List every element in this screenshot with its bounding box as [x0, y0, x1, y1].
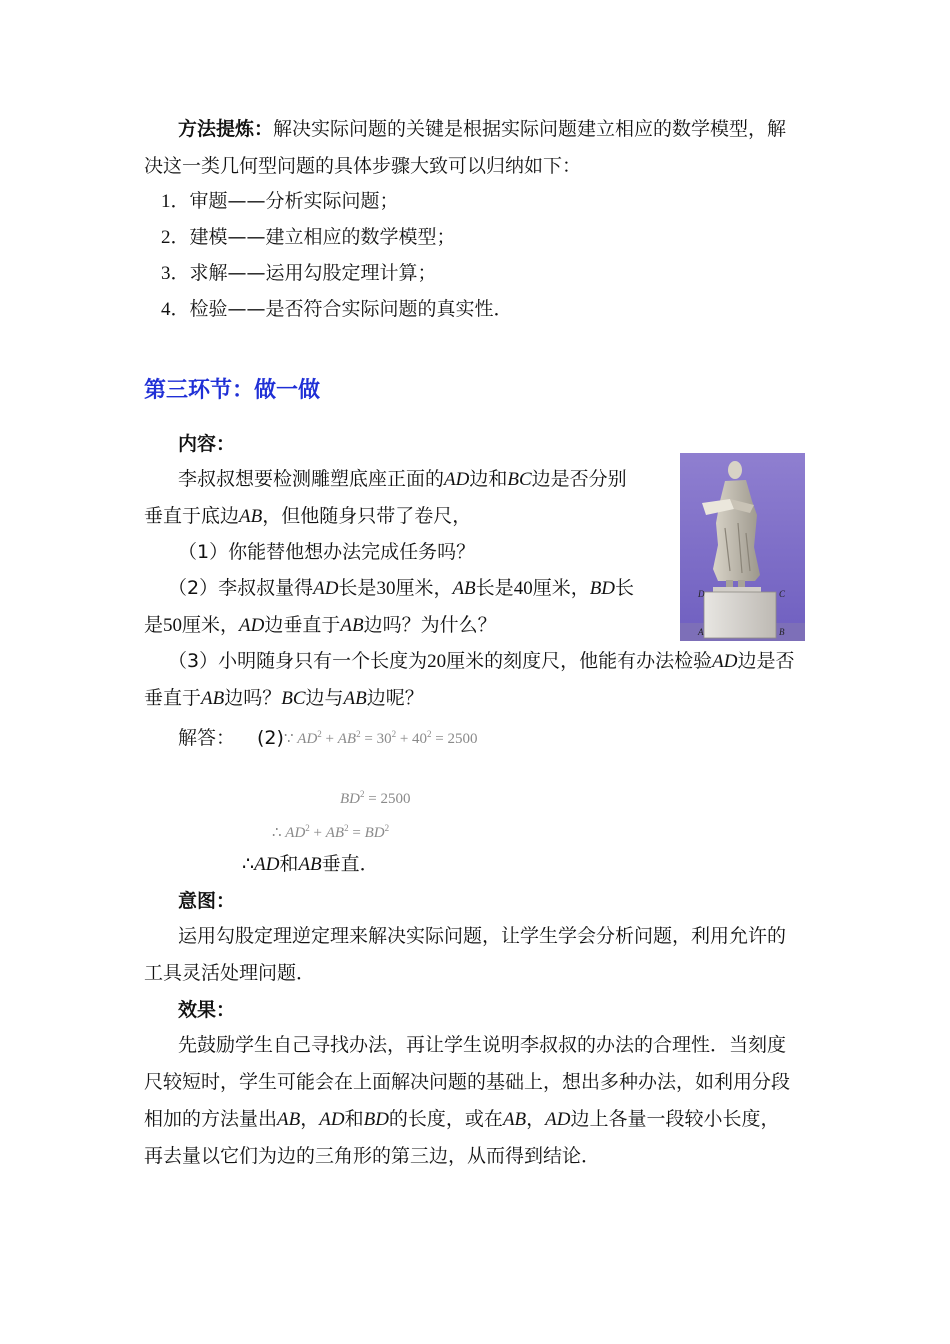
step-item: 1．审题——分析实际问题； [161, 190, 399, 212]
question-1: （1）你能替他想办法完成任务吗？ [178, 541, 476, 563]
answer-label: 解答： (2) [178, 727, 284, 749]
method-paragraph [178, 116, 786, 142]
question-3-line-1: （3）小明随身只有一个长度为20厘米的刻度尺，他能有办法检验AD边是否 [168, 650, 795, 672]
sculpture-photo [680, 453, 805, 641]
effect-line-2: 尺较短时，学生可能会在上面解决问题的基础上，想出多种办法，如利用分段 [144, 1071, 791, 1093]
step-item: 3．求解——运用勾股定理计算； [161, 262, 437, 284]
vertex-label-a: A [698, 627, 704, 637]
vertex-label-b: B [779, 627, 785, 637]
step-item: 2．建模——建立相应的数学模型； [161, 226, 456, 248]
equation-2: $BD^2 = 2500$ [340, 789, 411, 807]
effect-line-1: 先鼓励学生自己寻找办法，再让学生说明李叔叔的办法的合理性．当刻度 [178, 1034, 787, 1056]
effect-label: 效果： [178, 999, 236, 1021]
method-intro-2: 决这一类几何型问题的具体步骤大致可以归纳如下： [144, 155, 582, 177]
section-title: 第三环节：做一做 [144, 378, 321, 403]
intent-line-1: 运用勾股定理逆定理来解决实际问题，让学生学会分析问题，利用允许的 [178, 925, 787, 947]
question-2-line-1: （2）李叔叔量得AD长是30厘米，AB长是40厘米，BD长 [168, 577, 635, 599]
step-item: 4．检验——是否符合实际问题的真实性． [161, 298, 513, 320]
method-heading: 方法提炼： [178, 118, 274, 140]
intent-line-2: 工具灵活处理问题． [144, 962, 316, 984]
effect-line-3: 相加的方法量出AB，AD和BD的长度，或在AB，AD边上各量一段较小长度， [144, 1108, 780, 1130]
vertex-label-d: D [698, 589, 705, 599]
content-label: 内容： [178, 433, 236, 455]
method-intro-1: 解决实际问题的关键是根据实际问题建立相应的数学模型，解 [273, 118, 787, 140]
answer-conclusion: ∴AD和AB垂直． [242, 853, 379, 875]
question-3-line-2: 垂直于AB边吗？BC边与AB边呢？ [144, 687, 424, 709]
effect-line-4: 再去量以它们为边的三角形的第三边，从而得到结论． [144, 1145, 601, 1167]
content-line-1: 李叔叔想要检测雕塑底座正面的AD边和BC边是否分别 [178, 468, 627, 490]
question-2-line-2: 是50厘米，AD边垂直于AB边吗？为什么？ [144, 614, 497, 636]
vertex-label-c: C [779, 589, 786, 599]
content-line-2: 垂直于底边AB，但他随身只带了卷尺， [144, 505, 472, 527]
sculpture-illustration [680, 453, 805, 641]
equation-1: ∵ $AD^2 + AB^2 = 30^2 + 40^2 = 2500$ [284, 729, 478, 747]
equation-3: ∴ $AD^2 + AB^2 = BD^2$ [272, 823, 390, 841]
intent-label: 意图： [178, 890, 236, 912]
